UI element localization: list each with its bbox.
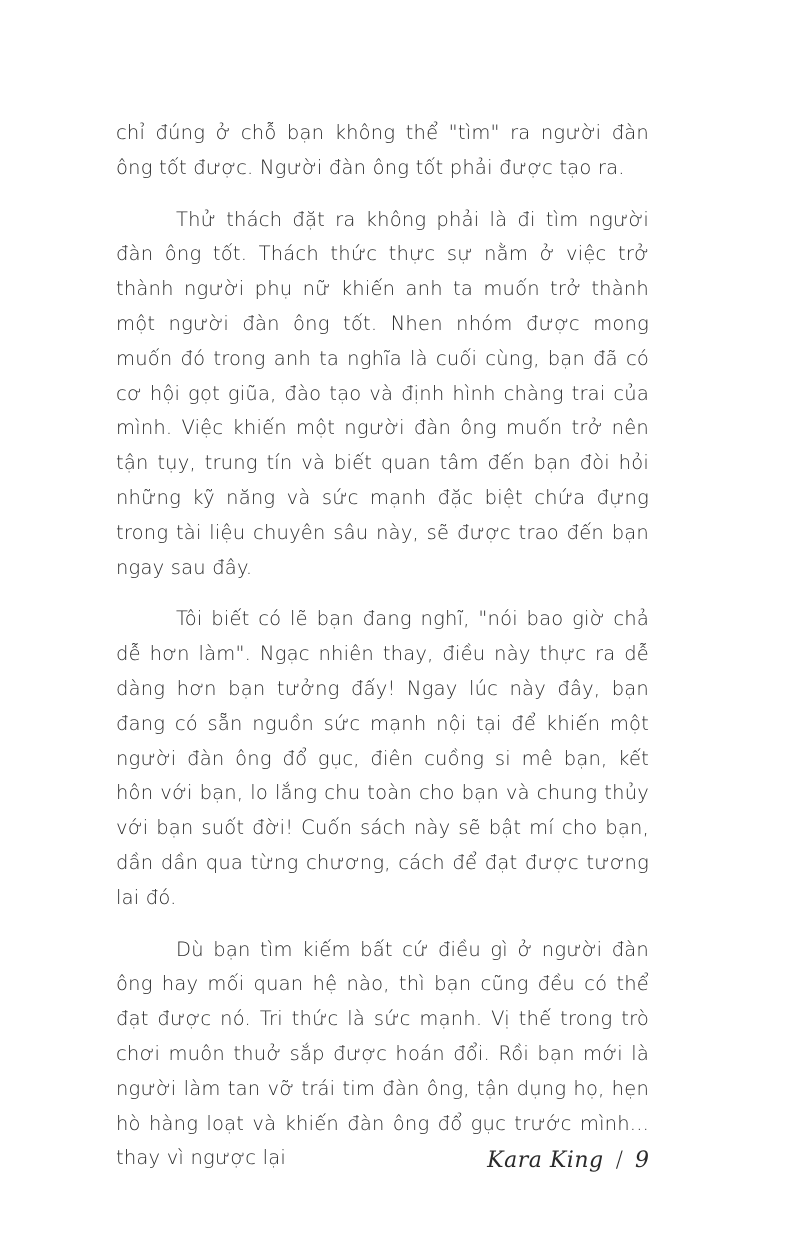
paragraph: Tôi biết có lẽ bạn đang nghĩ, "nói bao giờ chả dễ hơn làm". Ngạc nhiên thay, điều này thực ra dễ dàng hơn bạn tưởng đấy! Ngay lúc này đây, bạn đang có sẵn nguồn sức mạnh nội tại để khiến một người đàn ông đổ gục, điên cuồng si mê bạn, kết hôn với bạn, lo lắng chu toàn cho bạn và chung thủy với bạn suốt đời! Cuốn sách này sẽ bật mí cho bạn, dần dần qua từng chương, cách để đạt được tương lai đó. [116,607,649,909]
footer-separator: / [615,1148,623,1173]
page-number: 9 [635,1148,649,1173]
paragraph: Thử thách đặt ra không phải là đi tìm người đàn ông tốt. Thách thức thực sự nằm ở việc trở thành người phụ nữ khiến anh ta muốn trở thành một người đàn ông tốt. Nhen nhóm được mong muốn đó trong anh ta nghĩa là cuối cùng, bạn đã có cơ hội gọt giũa, đào tạo và định hình chàng trai của mình. Việc khiến một người đàn ông muốn trở nên tận tụy, trung tín và biết quan tâm đến bạn đòi hỏi những kỹ năng và sức mạnh đặc biệt chứa đựng trong tài liệu chuyên sâu này, sẽ được trao đến bạn ngay sau đây. [116,207,649,579]
paragraph: Dù bạn tìm kiếm bất cứ điều gì ở người đàn ông hay mối quan hệ nào, thì bạn cũng đều có thể đạt được nó. Tri thức là sức mạnh. Vị thế trong trò chơi muôn thuở sắp được hoán đổi. Rồi bạn mới là người làm tan vỡ trái tim đàn ông, tận dụng họ, hẹn hò hàng loạt và khiến đàn ông đổ gục trước mình... thay vì ngược lại [116,937,649,1170]
paragraph-continued: chỉ đúng ở chỗ bạn không thể "tìm" ra người đàn ông tốt được. Người đàn ông tốt phải được tạo ra. [116,121,649,179]
page-footer [487,1148,649,1173]
body-text [116,116,649,1176]
author-name: Kara King [487,1148,604,1173]
